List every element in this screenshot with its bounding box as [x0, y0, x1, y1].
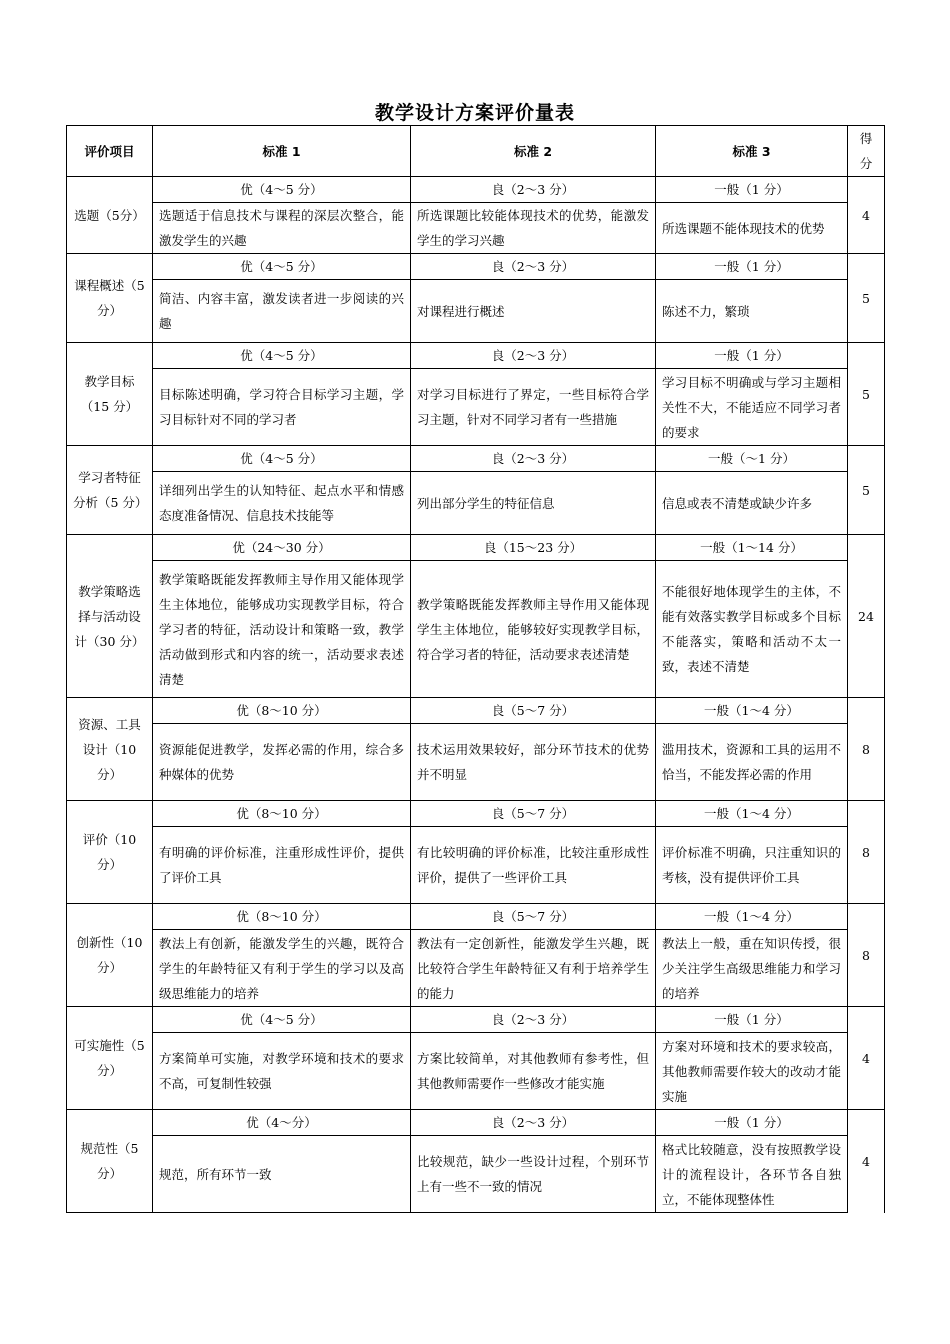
score-value: 5	[848, 446, 885, 535]
grade-level: 一般（1 分）	[656, 1110, 848, 1136]
criterion-description: 比较规范，缺少一些设计过程，个别环节上有一些不一致的情况	[411, 1136, 656, 1213]
criterion-description: 教法上有创新，能激发学生的兴趣，既符合学生的年龄特征又有利于学生的学习以及高级思维能力的培养	[153, 930, 411, 1007]
grade-level: 良（15～23 分）	[411, 535, 656, 561]
criterion-description: 对课程进行概述	[411, 280, 656, 343]
criterion-item: 教学目标（15 分）	[67, 343, 153, 446]
criterion-description: 教法上一般，重在知识传授，很少关注学生高级思维能力和学习的培养	[656, 930, 848, 1007]
criterion-description: 对学习目标进行了界定，一些目标符合学习主题，针对不同学习者有一些措施	[411, 369, 656, 446]
table-row	[67, 1033, 885, 1110]
grade-level: 良（2～3 分）	[411, 177, 656, 203]
grade-level: 良（5～7 分）	[411, 801, 656, 827]
criterion-description: 目标陈述明确，学习符合目标学习主题，学习目标针对不同的学习者	[153, 369, 411, 446]
page-title: 教学设计方案评价量表	[374, 102, 575, 124]
criterion-description: 教法有一定创新性，能激发学生兴趣，既比较符合学生年龄特征又有利于培养学生的能力	[411, 930, 656, 1007]
grade-level: 一般（1～4 分）	[656, 801, 848, 827]
criterion-description: 所选课题比较能体现技术的优势，能激发学生的学习兴趣	[411, 203, 656, 254]
grade-level: 良（5～7 分）	[411, 904, 656, 930]
grade-level: 一般（1 分）	[656, 254, 848, 280]
criterion-item: 创新性（10 分）	[67, 904, 153, 1007]
table-row	[67, 827, 885, 904]
grade-level: 优（4～5 分）	[153, 446, 411, 472]
criterion-description: 资源能促进教学，发挥必需的作用，综合多种媒体的优势	[153, 724, 411, 801]
criterion-description: 方案简单可实施，对教学环境和技术的要求不高，可复制性较强	[153, 1033, 411, 1110]
grade-level: 良（2～3 分）	[411, 1007, 656, 1033]
criterion-item: 教学策略选择与活动设计（30 分）	[67, 535, 153, 698]
criterion-description: 格式比较随意，没有按照教学设计的流程设计，各环节各自独立，不能体现整体性	[656, 1136, 848, 1213]
table-row	[67, 930, 885, 1007]
criterion-description: 学习目标不明确或与学习主题相关性不大，不能适应不同学习者的要求	[656, 369, 848, 446]
header-score: 得分	[848, 126, 885, 177]
criterion-description: 有明确的评价标准，注重形成性评价，提供了评价工具	[153, 827, 411, 904]
criterion-description: 所选课题不能体现技术的优势	[656, 203, 848, 254]
grade-level: 良（2～3 分）	[411, 1110, 656, 1136]
criterion-description: 不能很好地体现学生的主体，不能有效落实教学目标或多个目标不能落实，策略和活动不太一致，表述不清楚	[656, 561, 848, 698]
score-value: 8	[848, 904, 885, 1007]
score-value: 4	[848, 177, 885, 254]
score-value: 4	[848, 1007, 885, 1110]
criterion-description: 方案比较简单，对其他教师有参考性，但其他教师需要作一些修改才能实施	[411, 1033, 656, 1110]
criterion-description: 教学策略既能发挥教师主导作用又能体现学生主体地位，能够较好实现教学目标，符合学习者的特征，活动要求表述清楚	[411, 561, 656, 698]
criterion-description: 有比较明确的评价标准，比较注重形成性评价，提供了一些评价工具	[411, 827, 656, 904]
header-standard-2: 标准 2	[411, 126, 656, 177]
table-row	[67, 1110, 885, 1136]
evaluation-table	[66, 125, 885, 1213]
header-standard-1: 标准 1	[153, 126, 411, 177]
table-row	[67, 801, 885, 827]
table-row	[67, 1136, 885, 1213]
grade-level: 一般（1～14 分）	[656, 535, 848, 561]
criterion-description: 规范，所有环节一致	[153, 1136, 411, 1213]
criterion-description: 技术运用效果较好，部分环节技术的优势并不明显	[411, 724, 656, 801]
criterion-description: 方案对环境和技术的要求较高，其他教师需要作较大的改动才能实施	[656, 1033, 848, 1110]
grade-level: 优（4～5 分）	[153, 177, 411, 203]
criterion-description: 陈述不力，繁琐	[656, 280, 848, 343]
grade-level: 优（4～5 分）	[153, 1007, 411, 1033]
grade-level: 优（24～30 分）	[153, 535, 411, 561]
table-row	[67, 203, 885, 254]
grade-level: 一般（1～4 分）	[656, 904, 848, 930]
criterion-description: 评价标准不明确，只注重知识的考核，没有提供评价工具	[656, 827, 848, 904]
grade-level: 优（4～5 分）	[153, 254, 411, 280]
grade-level: 一般（～1 分）	[656, 446, 848, 472]
grade-level: 一般（1～4 分）	[656, 698, 848, 724]
criterion-description: 选题适于信息技术与课程的深层次整合，能激发学生的兴趣	[153, 203, 411, 254]
table-row	[67, 1007, 885, 1033]
grade-level: 良（2～3 分）	[411, 254, 656, 280]
score-value: 8	[848, 698, 885, 801]
grade-level: 优（8～10 分）	[153, 904, 411, 930]
criterion-description: 教学策略既能发挥教师主导作用又能体现学生主体地位，能够成功实现教学目标，符合学习者的特征，活动设计和策略一致，教学活动做到形式和内容的统一，活动要求表述清楚	[153, 561, 411, 698]
table-row	[67, 280, 885, 343]
grade-level: 一般（1 分）	[656, 343, 848, 369]
score-value: 4	[848, 1110, 885, 1213]
table-row	[67, 343, 885, 369]
criterion-item: 评价（10 分）	[67, 801, 153, 904]
criterion-description: 详细列出学生的认知特征、起点水平和情感态度准备情况、信息技术技能等	[153, 472, 411, 535]
table-row	[67, 254, 885, 280]
table-row	[67, 535, 885, 561]
criterion-item: 课程概述（5 分）	[67, 254, 153, 343]
score-value: 5	[848, 343, 885, 446]
grade-level: 优（4～分）	[153, 1110, 411, 1136]
grade-level: 良（2～3 分）	[411, 446, 656, 472]
grade-level: 一般（1 分）	[656, 1007, 848, 1033]
criterion-description: 信息或表不清楚或缺少许多	[656, 472, 848, 535]
grade-level: 优（8～10 分）	[153, 698, 411, 724]
table-row	[67, 472, 885, 535]
table-row	[67, 369, 885, 446]
grade-level: 良（2～3 分）	[411, 343, 656, 369]
table-row	[67, 446, 885, 472]
grade-level: 良（5～7 分）	[411, 698, 656, 724]
table-row	[67, 698, 885, 724]
table-row	[67, 177, 885, 203]
criterion-item: 规范性（5 分）	[67, 1110, 153, 1213]
criterion-item: 可实施性（5 分）	[67, 1007, 153, 1110]
criterion-item: 资源、工具设计（10 分）	[67, 698, 153, 801]
table-row	[67, 561, 885, 698]
score-value: 24	[848, 535, 885, 698]
header-standard-3: 标准 3	[656, 126, 848, 177]
grade-level: 优（8～10 分）	[153, 801, 411, 827]
score-value: 8	[848, 801, 885, 904]
table-header-row	[67, 126, 885, 177]
criterion-description: 简洁、内容丰富，激发读者进一步阅读的兴趣	[153, 280, 411, 343]
grade-level: 优（4～5 分）	[153, 343, 411, 369]
grade-level: 一般（1 分）	[656, 177, 848, 203]
criterion-item: 选题（5分）	[67, 177, 153, 254]
criterion-description: 滥用技术，资源和工具的运用不恰当，不能发挥必需的作用	[656, 724, 848, 801]
criterion-item: 学习者特征分析（5 分）	[67, 446, 153, 535]
criterion-description: 列出部分学生的特征信息	[411, 472, 656, 535]
table-row	[67, 724, 885, 801]
table-row	[67, 904, 885, 930]
header-item: 评价项目	[67, 126, 153, 177]
score-value: 5	[848, 254, 885, 343]
